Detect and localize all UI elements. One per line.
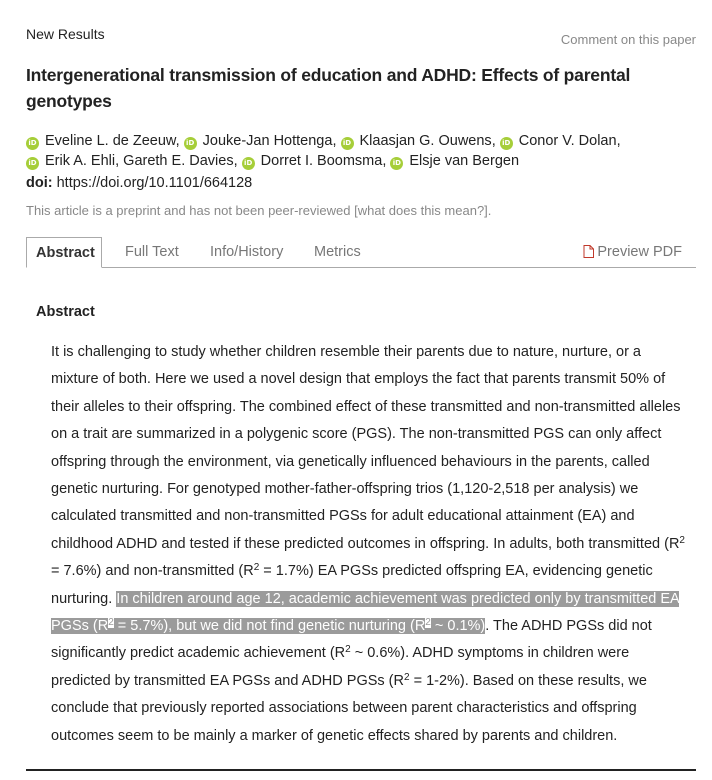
- author-name: Erik A. Ehli: [45, 153, 116, 169]
- preprint-note: [26, 203, 491, 218]
- author[interactable]: iD Klaasjan G. Ouwens,: [341, 133, 496, 149]
- tab-full-text[interactable]: Full Text: [125, 244, 179, 260]
- highlight-segment: ~ 0.1%): [430, 618, 486, 635]
- author-name: Jouke-Jan Hottenga: [202, 133, 333, 149]
- author[interactable]: [390, 153, 519, 169]
- orcid-icon[interactable]: iD: [26, 157, 39, 170]
- superscript: 2: [425, 617, 431, 629]
- preprint-note-text: This article is a preprint and has not been peer-reviewed: [26, 203, 351, 218]
- abstract-segment: = 7.6%) and non-transmitted (R: [51, 563, 254, 580]
- abstract-heading: Abstract: [36, 304, 95, 320]
- abstract-segment: It is challenging to study whether children resemble their parents due to nature, nurture, or a mixture of both. Here we used a novel design that employs the fact that parents transmit 50% of their alleles to their offspring. The combined effect of these transmitted and non-transmitted alleles on a trait are summarized in a polygenic score (PGS). The non-transmitted PGS can only affect offspring through the environment, via genetically influenced behaviours in the parents, called genetic nurturing. For genotyped mother-father-offspring trios (1,120-2,518 per analysis) we calculated transmitted and non-transmitted PGSs for adult educational attainment (EA) and childhood ADHD and tested if these predicted outcomes in offspring. In adults, both transmitted (R: [51, 344, 681, 552]
- section-label: New Results: [26, 26, 105, 42]
- author-name: Elsje van Bergen: [409, 153, 520, 169]
- orcid-icon[interactable]: iD: [500, 137, 513, 150]
- author[interactable]: iD Conor V. Dolan,: [500, 133, 621, 149]
- author[interactable]: iD Jouke-Jan Hottenga,: [184, 133, 337, 149]
- abstract-segment: ~ 0.6%). ADHD symptoms in children were predicted by transmitted EA PGSs and ADHD PGSs (R: [51, 645, 630, 689]
- orcid-icon[interactable]: iD: [184, 137, 197, 150]
- abstract-text: [51, 339, 691, 750]
- tab-metrics[interactable]: Metrics: [314, 244, 361, 260]
- orcid-icon[interactable]: iD: [390, 157, 403, 170]
- article-title: Intergenerational transmission of education and ADHD: Effects of parental genotypes: [26, 65, 631, 111]
- author[interactable]: iD Dorret I. Boomsma,: [242, 153, 387, 169]
- doi-link[interactable]: https://doi.org/10.1101/664128: [56, 175, 253, 191]
- section-divider: [26, 769, 696, 771]
- orcid-icon[interactable]: iD: [242, 157, 255, 170]
- tab-info-history[interactable]: Info/History: [210, 244, 284, 260]
- doi-label: doi:: [26, 175, 53, 191]
- highlight-segment: = 5.7%), but we did not find genetic nurturing (R: [113, 618, 426, 635]
- abstract-segment: = 1-2%). Based on these results, we conclude that previously reported associations between parent characteristics and offspring outcomes seem to be mainly a marker of genetic effects shared by parents and children.: [51, 672, 647, 744]
- superscript: 2: [108, 617, 114, 629]
- article-tabs: [26, 237, 696, 268]
- superscript: 2: [679, 534, 685, 546]
- orcid-icon[interactable]: iD: [26, 137, 39, 150]
- preview-pdf-button[interactable]: [583, 237, 682, 267]
- author-name: Dorret I. Boomsma: [260, 153, 383, 169]
- author-list: [26, 131, 686, 171]
- preprint-help-link[interactable]: [what does this mean?].: [354, 203, 492, 218]
- doi: [26, 175, 252, 191]
- superscript: 2: [403, 671, 410, 683]
- author[interactable]: Gareth E. Davies,: [123, 153, 238, 169]
- tab-abstract[interactable]: Abstract: [26, 237, 102, 268]
- author[interactable]: iD Eveline L. de Zeeuw,: [26, 133, 180, 149]
- preview-pdf-label: Preview PDF: [597, 244, 682, 260]
- superscript: 2: [345, 644, 351, 656]
- orcid-icon[interactable]: iD: [341, 137, 354, 150]
- highlight-segment: In children around age 12, academic achievement was predicted only by transmitted EA PGSs (R: [51, 590, 679, 635]
- author-name: Eveline L. de Zeeuw: [45, 133, 176, 149]
- author[interactable]: iD Erik A. Ehli,: [26, 153, 119, 169]
- author-name: Klaasjan G. Ouwens: [359, 133, 492, 149]
- author-name: Gareth E. Davies: [123, 153, 234, 169]
- pdf-file-icon: [583, 245, 594, 258]
- superscript: 2: [253, 562, 260, 574]
- abstract-segment: = 1.7%) EA PGSs predicted offspring EA, evidencing genetic nurturing.: [51, 563, 653, 607]
- comment-link[interactable]: Comment on this paper: [560, 32, 696, 47]
- author-name: Conor V. Dolan: [518, 133, 617, 149]
- abstract-segment: . The ADHD PGSs did not significantly predict academic achievement (R: [51, 618, 652, 662]
